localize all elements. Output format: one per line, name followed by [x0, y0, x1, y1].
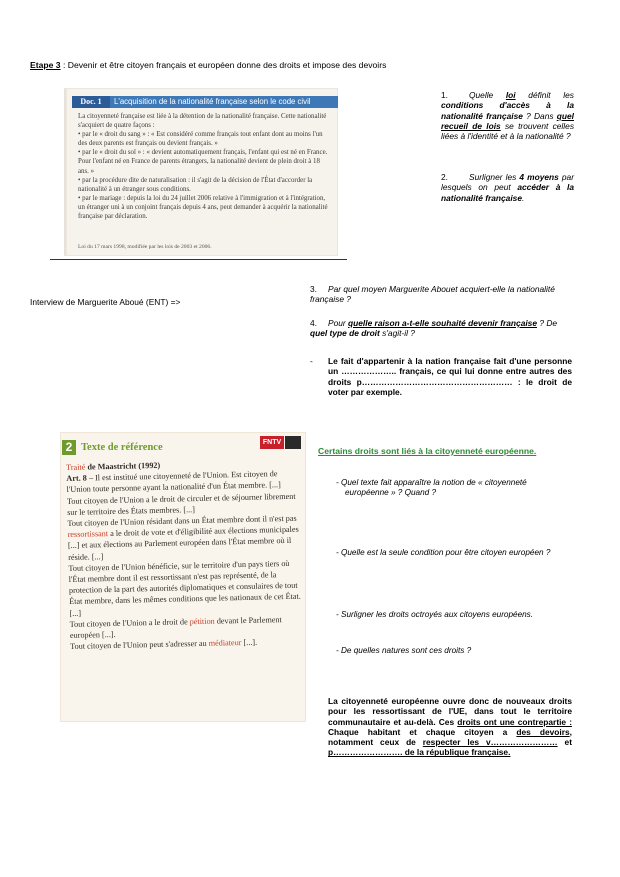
conclusion [328, 696, 572, 758]
doc2-text: de Maastricht (1992) [85, 460, 161, 472]
doc1-header [72, 96, 338, 108]
doc2-highlight: pétition [189, 616, 215, 627]
eu-question-text: - Surligner les droits octroyés aux citoyens européens. [336, 610, 534, 619]
doc1-source: Loi du 17 mars 1998, modifiée par les lois de 2003 et 2006. [78, 244, 212, 250]
doc1-paragraph: • par le « droit du sang » : « Est considéré comme français tout enfant dont au moins l'un des deux parents est français ou devient français. » [78, 131, 323, 148]
conclusion-text: Chaque habitant et chaque citoyen a [328, 726, 517, 737]
q2-keyword: accéder à la nationalité française [441, 182, 575, 203]
doc1-paragraph: • par le mariage : depuis la loi du 24 juillet 2006 relative à l'immigration et à l'intégration, un étranger uni à un conjoint français depuis 4 ans, peut demander à acquérir la nationalité française par déclaration. [78, 194, 328, 221]
question-4 [310, 318, 572, 339]
doc1-tag: Doc. 1 [72, 96, 110, 108]
doc2-text: Tout citoyen de l'Union peut s'adresser au [70, 639, 209, 652]
doc2-paragraph [67, 513, 304, 563]
doc2-highlight: médiateur [208, 638, 242, 649]
doc2-text: Tout citoyen de l'Union bénéficie, sur le territoire d'un pays tiers où l'État membre dont il est ressortissant n'est pas représenté, de la protection de la part des autorités diplomatiques et consulaires de tout État membre, dans les mêmes conditions que les nationaux de cet État. [...] [68, 558, 301, 618]
q1-keyword-recueil: quel recueil de lois [441, 110, 574, 131]
doc2-article: Art. 8 [66, 473, 87, 484]
doc1-paragraph: La citoyenneté française est liée à la détention de la nationalité française. Cette nationalité s'acquiert de quatre façons : [78, 113, 327, 130]
q2-text: par lesquels on peut [441, 172, 575, 193]
doc2-text: devant le Parlement européen [...]. [69, 614, 282, 641]
interview-link[interactable]: Interview de Marguerite Aboué (ENT) => [30, 297, 181, 307]
eu-question-1 [336, 478, 568, 498]
q1-keyword: conditions d'accès à la nationalité française [441, 100, 574, 121]
q4-text: Pour [328, 318, 349, 328]
question-number: 4. [310, 318, 317, 328]
question-number: 1. [441, 90, 448, 100]
q2-text: Surligner les [469, 172, 520, 182]
q1-text: définit les [515, 90, 574, 100]
q4-text: ? De [537, 318, 558, 328]
eu-question-3 [336, 610, 568, 620]
conclusion-text: La citoyenneté européenne ouvre donc de nouveaux droits pour les ressortissant de l'UE, dans tout le territoire communautaire et au-delà. Ces [328, 696, 572, 727]
doc1-scan [64, 88, 338, 256]
conclusion-underlined: droits ont une contrepartie : [457, 716, 572, 727]
question-3 [310, 284, 572, 305]
q4-text: s'agit-il ? [379, 328, 415, 339]
q3-text: Par quel moyen Marguerite Abouet acquiert-elle la nationalité française ? [310, 284, 555, 305]
bullet-dash: - [310, 356, 313, 366]
doc2-text: Tout citoyen de l'Union a le droit de circuler et de séjourner librement sur le territoire des États membres. [...] [66, 491, 296, 517]
q4-keyword: quel type de droit [310, 328, 380, 339]
doc2-body [66, 457, 306, 653]
question-1 [441, 90, 574, 141]
step-label: Etape 3 [30, 60, 61, 70]
doc2-paragraph [68, 557, 305, 618]
step-text: : Devenir et être citoyen français et européen donne des droits et impose des devoirs [60, 60, 387, 70]
publisher-logo: FNTV [260, 436, 284, 449]
doc1-paragraph: • par la procédure dite de naturalisation : il s'agit de la décision de l'État d'accorder la nationalité à un étranger sous conditions. [78, 176, 313, 193]
doc1-title: L'acquisition de la nationalité française selon le code civil [114, 97, 311, 106]
conclusion-underlined: respecter les v…………………… [422, 737, 558, 748]
q2-keyword: 4 moyens [519, 172, 559, 182]
q4-keyword: quelle raison a-t-elle souhaité devenir française [348, 318, 538, 328]
doc2-title: Texte de référence [81, 442, 163, 453]
q1-text: Quelle [469, 90, 506, 100]
eu-question-text: - Quel texte fait apparaître la notion de « citoyenneté européenne » ? Quand ? [336, 478, 527, 498]
eu-question-4 [336, 646, 568, 656]
doc2-text: Tout citoyen de l'Union a le droit de [69, 617, 190, 629]
step-title [30, 60, 386, 70]
doc1-paragraph: • par le « droit du sol » : « devient automatiquement français, l'enfant qui est né en France. Pour l'enfant né en France de parents étrangers, la nationalité devient de plein droit à 18 ans. » [78, 149, 328, 175]
eu-heading: Certains droits sont liés à la citoyenneté européenne. [318, 446, 537, 456]
conclusion-underlined: des devoirs [516, 726, 570, 737]
conclusion-text: , notamment ceux de [328, 726, 572, 748]
q1-text: ? Dans [522, 110, 557, 121]
eu-question-text: - De quelles natures sont ces droits ? [336, 646, 472, 655]
eu-question-text: - Quelle est la seule condition pour être citoyen européen ? [336, 548, 551, 557]
doc1-body [78, 112, 332, 221]
doc2-text: [...]. [241, 637, 258, 648]
eu-question-2 [336, 548, 568, 558]
q1-keyword-loi: loi [505, 90, 516, 100]
conclusion-text: et [557, 737, 572, 748]
question-number: 2. [441, 172, 448, 182]
q1-text: se trouvent celles liées à l'identité et à la nationalité ? [441, 120, 575, 142]
doc2-highlight: ressortissant [67, 529, 109, 540]
doc2-number: 2 [62, 440, 76, 455]
conclusion-underlined: p……………………. de la république française. [328, 747, 511, 758]
fill-in-nation [310, 356, 572, 397]
doc2-text: a le droit de vote et d'éligibilité aux élections municipales [...] et aux élections au Parlement européen dans l'État membre où il réside. [...] [67, 524, 299, 562]
doc2-highlight: Traité [66, 462, 86, 472]
divider [50, 259, 347, 260]
doc2-scan [60, 432, 306, 722]
logo-mark [285, 436, 301, 449]
question-number: 3. [310, 284, 317, 294]
fill-in-text: Le fait d'appartenir à la nation française fait d'une personne un ……………….. français, ce qui lui donne entre autres des droits p……………………………………………… : le droit de voter par exemple. [328, 356, 572, 397]
doc2-text: Tout citoyen de l'Union résidant dans un État membre dont il n'est pas [67, 513, 297, 528]
question-2 [441, 172, 574, 203]
doc2-text: – Il est institué une citoyenneté de l'Union. Est citoyen de l'Union toute personne ayant la nationalité d'un État membre. [...] [66, 469, 281, 495]
q2-text: . [522, 192, 525, 203]
